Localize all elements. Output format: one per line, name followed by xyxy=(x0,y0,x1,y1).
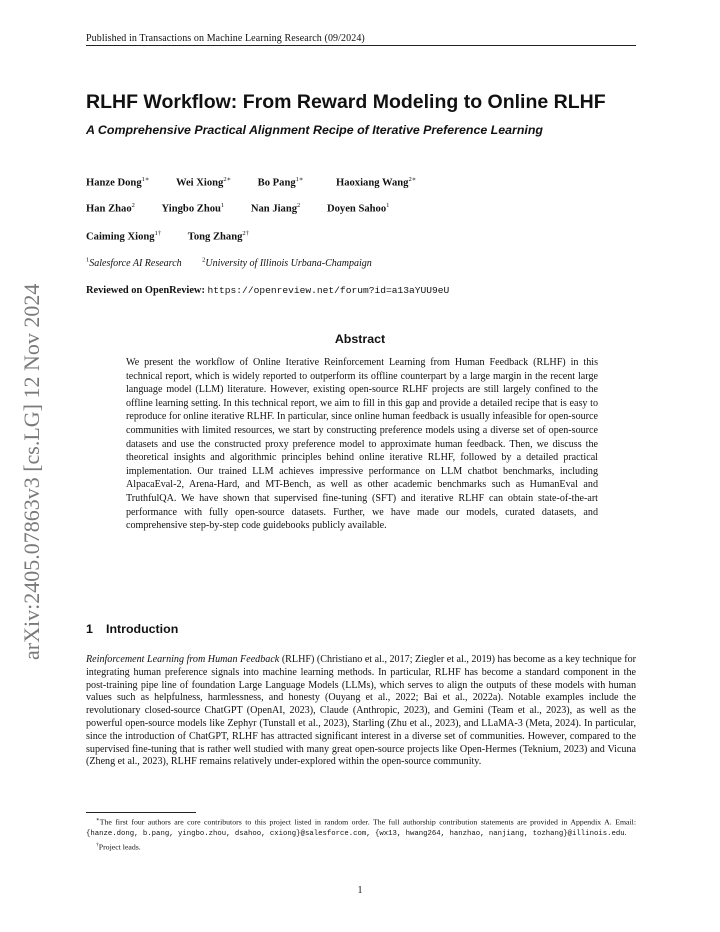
running-header: Published in Transactions on Machine Learning Research (09/2024) xyxy=(86,33,365,44)
author: Bo Pang$^{1∗}$ xyxy=(257,176,304,189)
footnote-core-contributors: ∗The first four authors are core contributors to this project listed in random order. The full authorship contribution statements are provided in Appendix A. Email: {hanze.dong, b.pang, yingbo.zhou, dsahoo, cxiong}@salesforce.com, {wx13, hwang264, hanzhao, nanjiang, tozhang}@illinois.edu. xyxy=(86,817,636,839)
author: Doyen Sahoo$^1$ xyxy=(326,202,390,215)
header-rule xyxy=(86,45,636,46)
abstract-text: We present the workflow of Online Iterative Reinforcement Learning from Human Feedback (RLHF) in this technical report, which is widely reported to outperform its offline counterpart by a large margin in the recent large language model (LLM) literature. However, existing open-source RLHF projects are still largely confined to the offline learning setting. In this technical report, we aim to fill in this gap and provide a detailed recipe that is easy to reproduce for online iterative RLHF. In particular, since online human feedback is usually infeasible for open-source communities with limited resources, we start by constructing preference models using a diverse set of open-source datasets and use the constructed proxy preference model to approximate human feedback. Then, we discuss the theoretical insights and algorithmic principles behind online iterative RLHF, followed by a detailed practical implementation. Our trained LLM achieves impressive performance on LLM chatbot benchmarks, including AlpacaEval-2, Arena-Hard, and MT-Bench, as well as other academic benchmarks such as HumanEval and TruthfulQA. We have shown that supervised fine-tuning (SFT) and iterative RLHF can obtain state-of-the-art performance with fully open-source datasets. Further, we have made our models, curated datasets, and comprehensive step-by-step code guidebooks publicly available. xyxy=(126,357,598,532)
footnote-rule xyxy=(86,812,196,813)
introduction-paragraph xyxy=(86,654,636,769)
review-label: Reviewed on OpenReview: xyxy=(86,285,205,296)
footnote-emails[interactable]: {hanze.dong, b.pang, yingbo.zhou, dsahoo, cxiong}@salesforce.com, {wx13, hwang264, hanzhao, nanjiang, tozhang}@illinois.edu xyxy=(86,830,625,839)
footnotes xyxy=(86,815,636,853)
paper-title: RLHF Workflow: From Reward Modeling to Online RLHF xyxy=(86,91,606,113)
author: Tong Zhang$^{2\dagger}$ xyxy=(187,230,249,243)
author: Han Zhao$^2$ xyxy=(86,202,135,215)
author: Caiming Xiong$^{1\dagger}$ xyxy=(86,230,162,243)
intro-text: (RLHF) (Christiano et al., 2017; Ziegler et al., 2019) has become as a key technique for integrating human preference signals into machine learning methods. In particular, RLHF has become a standard component in the post-training pipe line of foundation Large Language Models (LLMs), which serves to align the outputs of these models with human values such as helpfulness, harmlessness, and honesty (Ouyang et al., 2022; Bai et al., 2022a). Notable examples include the revolutionary closed-source ChatGPT (OpenAI, 2023), Claude (Anthropic, 2023), and Gemini (Team et al., 2023), as well as the powerful open-source models like Zephyr (Tunstall et al., 2023), Starling (Zhu et al., 2023), and LLaMA-3 (Meta, 2024). In particular, since the introduction of ChatGPT, RLHF has attracted significant interest in a diverse set of communities. However, compared to the supervised fine-tuning that is rather well studied with many great open-source projects like Open-Hermes (Teknium, 2023) and Vicuna (Zheng et al., 2023), RLHF remains relatively under-explored within the open-source community. xyxy=(86,654,636,768)
affiliations xyxy=(86,257,390,269)
section-heading-introduction xyxy=(86,622,178,636)
author: Yingbo Zhou$^1$ xyxy=(161,202,225,215)
paper-subtitle: A Comprehensive Practical Alignment Recipe of Iterative Preference Learning xyxy=(86,123,543,137)
page-number: 1 xyxy=(357,885,363,896)
author: Haoxiang Wang$^{2∗}$ xyxy=(335,176,417,189)
review-line xyxy=(86,285,449,296)
arxiv-identifier-stamp[interactable]: arXiv:2405.07863v3 [cs.LG] 12 Nov 2024 xyxy=(19,283,44,660)
abstract-heading: Abstract xyxy=(334,332,386,346)
author-line-3 xyxy=(86,230,273,243)
author: Nan Jiang$^2$ xyxy=(250,202,301,215)
author: Hanze Dong$^{1∗}$ xyxy=(86,176,150,189)
affiliation: $^2$University of Illinois Urbana-Champaign xyxy=(202,257,372,270)
section-number: 1 xyxy=(86,622,93,636)
author-line-2 xyxy=(86,202,413,215)
section-title: Introduction xyxy=(106,622,179,636)
openreview-link[interactable]: https://openreview.net/forum?id=a13aYUU9eU xyxy=(207,285,450,296)
author-line-1 xyxy=(86,175,440,189)
affiliation: $^1$Salesforce AI Research xyxy=(86,257,182,270)
intro-lead-term: Reinforcement Learning from Human Feedback xyxy=(86,654,280,665)
author: Wei Xiong$^{2∗}$ xyxy=(175,176,232,189)
footnote-project-leads: †Project leads. xyxy=(96,841,141,852)
